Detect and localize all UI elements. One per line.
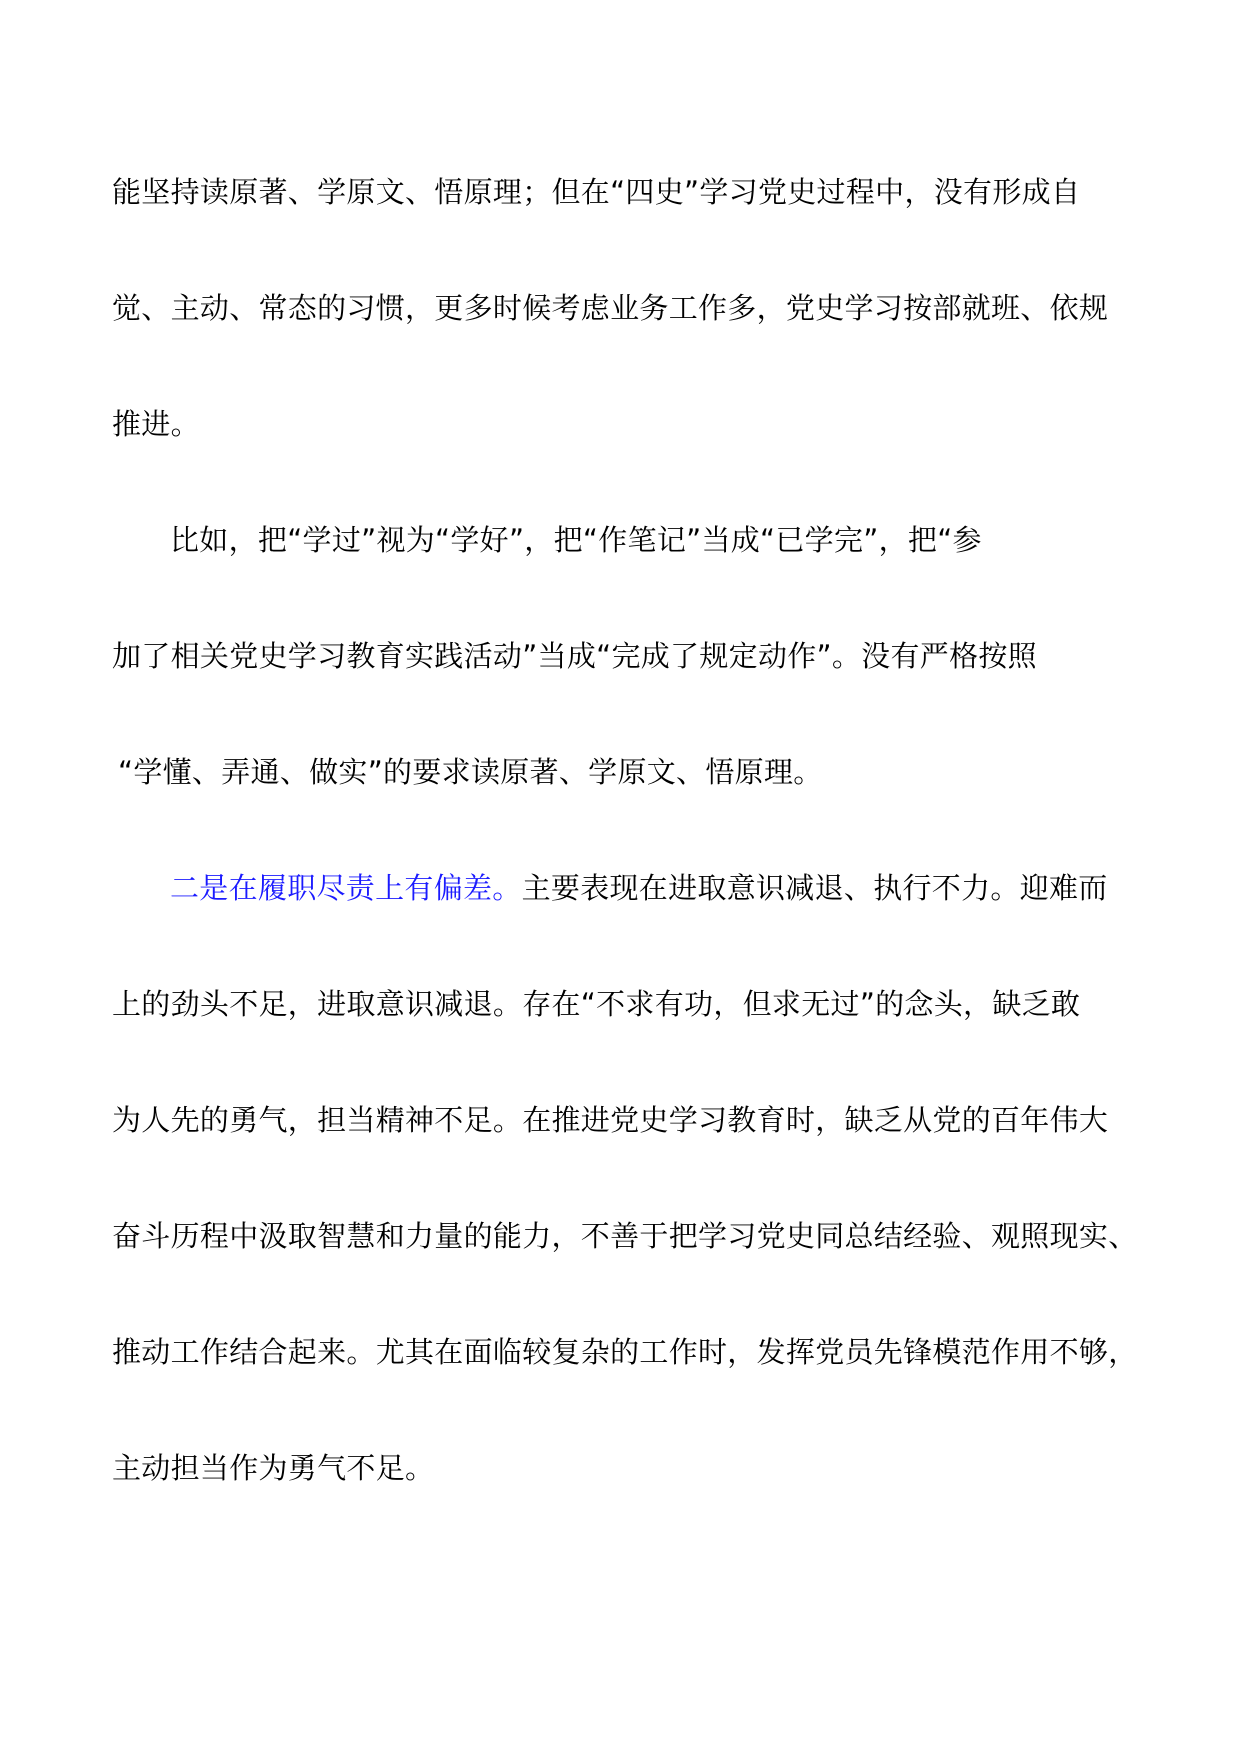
paragraph-1-line-1: 能坚持读原著、学原文、悟原理；但在“四史”学习党史过程中，没有形成自 — [112, 175, 1081, 209]
section-heading: 二是在履职尽责上有偏差。 — [170, 871, 522, 905]
paragraph-3-line-3: 为人先的勇气，担当精神不足。在推进党史学习教育时，缺乏从党的百年伟大 — [112, 1103, 1109, 1137]
paragraph-1-line-2: 觉、主动、常态的习惯，更多时候考虑业务工作多，党史学习按部就班、依规 — [112, 291, 1109, 325]
paragraph-2-line-3: “学懂、弄通、做实”的要求读原著、学原文、悟原理。 — [118, 755, 823, 789]
paragraph-3-line-2: 上的劲头不足，进取意识减退。存在“不求有功，但求无过”的念头，缺乏敢 — [112, 987, 1081, 1021]
paragraph-3-line-4: 奋斗历程中汲取智慧和力量的能力，不善于把学习党史同总结经验、观照现实、 — [112, 1219, 1138, 1253]
paragraph-3-line-1-text: 主要表现在进取意识减退、执行不力。迎难而 — [521, 871, 1108, 905]
paragraph-2-line-1: 比如，把“学过”视为“学好”，把“作笔记”当成“已学完”，把“参 — [170, 523, 982, 557]
paragraph-3-line-5: 推动工作结合起来。尤其在面临较复杂的工作时，发挥党员先锋模范作用不够， — [112, 1335, 1138, 1369]
paragraph-3-line-1 — [170, 868, 1210, 908]
paragraph-2-line-2: 加了相关党史学习教育实践活动”当成“完成了规定动作”。没有严格按照 — [112, 639, 1037, 673]
paragraph-1-line-3: 推进。 — [112, 407, 200, 441]
paragraph-3-line-6: 主动担当作为勇气不足。 — [112, 1451, 435, 1485]
